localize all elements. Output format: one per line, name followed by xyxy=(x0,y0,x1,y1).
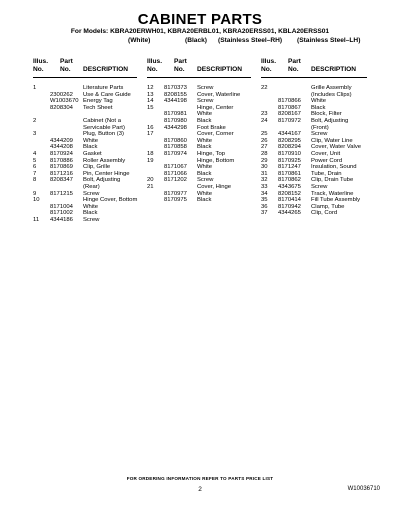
part-description: White xyxy=(197,111,213,118)
table-row xyxy=(33,164,137,171)
table-row xyxy=(33,98,137,105)
illus-number: 20 xyxy=(147,177,154,184)
part-number: 4344186 xyxy=(50,216,73,223)
illus-number: 27 xyxy=(261,144,268,151)
part-number: 8208304 xyxy=(50,104,73,111)
part-number: 8170972 xyxy=(278,117,301,124)
table-row xyxy=(261,111,367,118)
part-number: 8170886 xyxy=(50,157,73,164)
illus-number: 29 xyxy=(261,157,268,164)
table-row xyxy=(261,125,367,132)
header-rule xyxy=(147,77,251,78)
table-row xyxy=(261,210,367,217)
table-row xyxy=(33,144,137,151)
table-row xyxy=(33,191,137,198)
part-number: 8170924 xyxy=(50,150,73,157)
part-number: 8208155 xyxy=(164,91,187,98)
table-row xyxy=(147,151,251,158)
table-row xyxy=(147,144,251,151)
table-row xyxy=(147,98,251,105)
illus-header: Illus. No. xyxy=(33,58,49,73)
part-header: Part No. xyxy=(174,58,187,73)
illus-number: 14 xyxy=(147,98,154,105)
part-description: Literature Parts xyxy=(83,85,124,91)
table-row xyxy=(261,98,367,105)
part-description: Cover, Unit xyxy=(311,150,341,157)
part-description: White xyxy=(197,164,213,171)
table-row xyxy=(147,138,251,145)
part-description: Servicable Part) xyxy=(83,124,125,131)
part-number: 8171216 xyxy=(50,170,73,177)
table-row xyxy=(33,105,137,112)
table-row xyxy=(33,197,137,204)
parts-rows xyxy=(261,85,367,217)
part-number: 8170980 xyxy=(164,117,187,124)
illus-number: 17 xyxy=(147,131,154,138)
parts-rows xyxy=(33,85,137,223)
part-description: Cover, Corner xyxy=(197,131,234,138)
table-row xyxy=(147,125,251,132)
part-description: White xyxy=(197,137,213,144)
part-number: 4344167 xyxy=(278,131,301,138)
part-number: 8170975 xyxy=(164,197,187,204)
part-number: 8170867 xyxy=(278,104,301,111)
illus-number: 22 xyxy=(261,85,268,91)
part-number: 8171247 xyxy=(278,164,301,171)
part-description: Roller Assembly xyxy=(83,157,126,164)
part-description: Block, Filter xyxy=(311,111,342,118)
illus-number: 7 xyxy=(33,170,37,177)
illus-number: 36 xyxy=(261,203,268,210)
illus-number: 9 xyxy=(33,190,37,197)
part-number: 4343675 xyxy=(278,183,301,190)
table-row xyxy=(33,171,137,178)
table-row xyxy=(261,164,367,171)
parts-column-1 xyxy=(33,58,137,223)
part-description: Screw xyxy=(83,190,100,197)
part-description: White xyxy=(311,98,327,105)
part-description: (Includes Clips) xyxy=(311,91,352,98)
part-description: Energy Tag xyxy=(83,98,113,105)
variant-ss-rh: (Stainless Steel–RH) xyxy=(218,37,283,44)
part-description: Black xyxy=(83,144,98,151)
table-row xyxy=(147,197,251,204)
illus-number: 10 xyxy=(33,197,40,204)
part-number: 8170925 xyxy=(278,157,301,164)
illus-number: 3 xyxy=(33,131,37,138)
part-number: 8170942 xyxy=(278,203,301,210)
part-number: 8170861 xyxy=(278,170,301,177)
part-number: 8170866 xyxy=(278,98,301,105)
part-description: Cover, Water Valve xyxy=(311,144,362,151)
part-number: 8170869 xyxy=(50,164,73,171)
description-header: DESCRIPTION xyxy=(311,65,357,73)
part-number: 8170414 xyxy=(278,197,301,204)
part-description: Gasket xyxy=(83,150,102,157)
illus-number: 16 xyxy=(147,124,154,131)
part-description: Screw xyxy=(311,131,328,138)
part-number: 8170977 xyxy=(164,190,187,197)
illus-number: 23 xyxy=(261,111,268,118)
part-description: Clip, Cord xyxy=(311,210,338,217)
table-row xyxy=(147,171,251,178)
part-number: 8170860 xyxy=(164,137,187,144)
column-header xyxy=(147,58,251,76)
illus-number: 2 xyxy=(33,117,37,124)
parts-rows xyxy=(147,85,251,204)
part-description: Bolt, Adjusting xyxy=(83,177,121,184)
illus-number: 21 xyxy=(147,183,154,190)
table-row xyxy=(33,151,137,158)
part-number: 8170910 xyxy=(278,150,301,157)
illus-number: 25 xyxy=(261,131,268,138)
part-description: Clip, Drain Tube xyxy=(311,177,354,184)
illus-number: 6 xyxy=(33,164,37,171)
table-row xyxy=(33,217,137,224)
part-description: Black xyxy=(197,170,212,177)
part-description: Hinge Cover, Bottom xyxy=(83,197,138,204)
part-description: Power Cord xyxy=(311,157,343,164)
part-number: 8170862 xyxy=(278,177,301,184)
part-number: 8208294 xyxy=(278,144,301,151)
illus-number: 30 xyxy=(261,164,268,171)
illus-number: 37 xyxy=(261,210,268,217)
table-row xyxy=(261,131,367,138)
part-description: Hinge, Bottom xyxy=(197,157,235,164)
part-number: 8170858 xyxy=(164,144,187,151)
part-description: Clip, Grille xyxy=(83,164,111,171)
part-number: 8170373 xyxy=(164,85,187,91)
column-header xyxy=(261,58,367,76)
table-row xyxy=(261,158,367,165)
part-number: 8171067 xyxy=(164,164,187,171)
description-header: DESCRIPTION xyxy=(83,65,129,73)
part-header: Part No. xyxy=(60,58,73,73)
illus-number: 26 xyxy=(261,137,268,144)
table-row xyxy=(33,177,137,184)
illus-number: 15 xyxy=(147,104,154,111)
part-number: 4344265 xyxy=(278,210,301,217)
part-number: 4344208 xyxy=(50,144,73,151)
part-number: 8171215 xyxy=(50,190,73,197)
table-row xyxy=(33,111,137,118)
part-description: (Rear) xyxy=(83,183,100,190)
part-description: White xyxy=(83,203,99,210)
document-number: W10036710 xyxy=(347,486,380,492)
header-rule xyxy=(261,77,367,78)
part-number: 8208295 xyxy=(278,137,301,144)
part-number: 8208167 xyxy=(278,111,301,118)
table-row xyxy=(33,184,137,191)
part-number: 8171066 xyxy=(164,170,187,177)
column-header xyxy=(33,58,137,76)
table-row xyxy=(147,118,251,125)
table-row xyxy=(33,131,137,138)
part-header: Part No. xyxy=(288,58,301,73)
part-description: Pin, Center Hinge xyxy=(83,170,130,177)
table-row xyxy=(147,85,251,92)
part-number: 4344198 xyxy=(164,98,187,105)
parts-column-3 xyxy=(261,58,367,217)
illus-number: 11 xyxy=(33,216,40,223)
table-row xyxy=(261,171,367,178)
part-description: Tube, Drain xyxy=(311,170,342,177)
page-title: CABINET PARTS xyxy=(137,11,263,28)
table-row xyxy=(33,92,137,99)
illus-number: 32 xyxy=(261,177,268,184)
variant-white: (White) xyxy=(128,37,151,44)
illus-number: 28 xyxy=(261,150,268,157)
table-row xyxy=(261,184,367,191)
illus-number: 5 xyxy=(33,157,37,164)
part-number: 8208152 xyxy=(278,190,301,197)
part-description: Use & Care Guide xyxy=(83,91,131,98)
part-description: Black xyxy=(197,197,212,204)
illus-number: 13 xyxy=(147,91,154,98)
part-description: Plug, Button (3) xyxy=(83,131,124,138)
part-number: 8170974 xyxy=(164,150,187,157)
table-row xyxy=(147,111,251,118)
table-row xyxy=(147,164,251,171)
part-description: White xyxy=(83,137,99,144)
table-row xyxy=(33,138,137,145)
table-row xyxy=(33,125,137,132)
part-number: 2300262 xyxy=(50,91,73,98)
part-number: 4344298 xyxy=(164,124,187,131)
part-description: Screw xyxy=(197,177,214,184)
part-description: Bolt, Adjusting xyxy=(311,117,349,124)
table-row xyxy=(261,138,367,145)
table-row xyxy=(261,92,367,99)
illus-number: 8 xyxy=(33,177,37,184)
part-description: Screw xyxy=(197,98,214,105)
part-description: Hinge, Top xyxy=(197,150,226,157)
illus-number: 4 xyxy=(33,150,37,157)
part-description: Screw xyxy=(311,183,328,190)
table-row xyxy=(147,191,251,198)
illus-number: 35 xyxy=(261,197,268,204)
illus-number: 34 xyxy=(261,190,268,197)
table-row xyxy=(261,85,367,92)
illus-number: 24 xyxy=(261,117,268,124)
part-number: 8171002 xyxy=(50,210,73,217)
illus-number: 12 xyxy=(147,85,154,91)
part-number: 8171004 xyxy=(50,203,73,210)
table-row xyxy=(261,177,367,184)
table-row xyxy=(147,184,251,191)
table-row xyxy=(261,105,367,112)
table-row xyxy=(261,144,367,151)
table-row xyxy=(261,204,367,211)
part-description: (Front) xyxy=(311,124,329,131)
table-row xyxy=(147,105,251,112)
header-rule xyxy=(33,77,137,78)
illus-number: 33 xyxy=(261,183,268,190)
table-row xyxy=(147,177,251,184)
illus-number: 18 xyxy=(147,150,154,157)
part-description: Hinge, Center xyxy=(197,104,234,111)
ordering-footer: FOR ORDERING INFORMATION REFER TO PARTS PRICE LIST xyxy=(126,476,274,481)
part-description: Insulation, Sound xyxy=(311,164,357,171)
table-row xyxy=(147,158,251,165)
illus-number: 19 xyxy=(147,157,154,164)
table-row xyxy=(261,197,367,204)
part-description: Fill Tube Assembly xyxy=(311,197,361,204)
part-description: Tech Sheet xyxy=(83,104,113,111)
models-line: For Models: KBRA20ERWH01, KBRA20ERBL01, KBRA20ERSS01, KBLA20ERSS01 xyxy=(70,28,330,35)
part-description: Clip, Water Line xyxy=(311,137,353,144)
part-description: Clamp, Tube xyxy=(311,203,345,210)
table-row xyxy=(33,118,137,125)
part-description: Track, Waterline xyxy=(311,190,354,197)
part-description: Grille Assembly xyxy=(311,85,352,91)
variant-black: (Black) xyxy=(185,37,207,44)
table-row xyxy=(147,131,251,138)
part-description: Black xyxy=(83,210,98,217)
page-number: 2 xyxy=(198,486,202,493)
table-row xyxy=(261,191,367,198)
table-row xyxy=(261,118,367,125)
part-description: Black xyxy=(197,144,212,151)
table-row xyxy=(33,210,137,217)
illus-number: 31 xyxy=(261,170,268,177)
table-row xyxy=(147,92,251,99)
part-number: W1003670 xyxy=(50,98,79,105)
variant-ss-lh: (Stainless Steel–LH) xyxy=(297,37,361,44)
part-description: Foot Brake xyxy=(197,124,226,131)
part-description: Black xyxy=(197,117,212,124)
part-number: 4344209 xyxy=(50,137,73,144)
parts-column-2 xyxy=(147,58,251,204)
table-row xyxy=(261,151,367,158)
part-description: Black xyxy=(311,104,326,111)
part-description: White xyxy=(197,190,213,197)
illus-header: Illus. No. xyxy=(147,58,163,73)
part-number: 8171202 xyxy=(164,177,187,184)
part-description: Screw xyxy=(197,85,214,91)
part-description: Cover, Hinge xyxy=(197,183,232,190)
description-header: DESCRIPTION xyxy=(197,65,243,73)
illus-header: Illus. No. xyxy=(261,58,277,73)
part-description: Cover, Waterline xyxy=(197,91,241,98)
part-number: 8170981 xyxy=(164,111,187,118)
table-row xyxy=(33,204,137,211)
part-description: Cabinet (Not a xyxy=(83,117,121,124)
table-row xyxy=(33,85,137,92)
illus-number: 1 xyxy=(33,85,37,91)
table-row xyxy=(33,158,137,165)
part-description: Screw xyxy=(83,216,100,223)
part-number: 8208347 xyxy=(50,177,73,184)
